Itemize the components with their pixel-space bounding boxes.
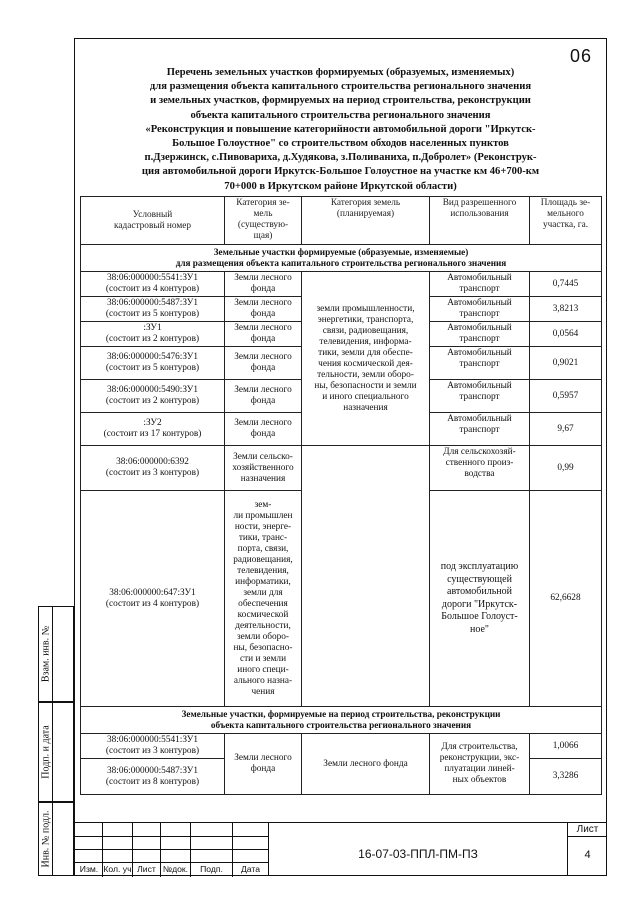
cell-use: Автомобильный транспорт xyxy=(430,272,530,297)
title-line: 70+000 в Иркутском районе Иркутской области) xyxy=(224,180,457,192)
stamp-caption: Изм. xyxy=(79,864,99,874)
header-area: Площадь зе- мельного участка, га. xyxy=(530,197,602,245)
cell-area: 1,0066 xyxy=(530,734,602,759)
section2-title: Земельные участки, формируемые на период строительства, реконструкции объекта капитального строительства регионального значения xyxy=(81,707,602,734)
title-line: п.Дзержинск, с.Пивовариха, д.Худякова, з.Поливаниха, п.Добролет» (Реконструк- xyxy=(144,152,537,164)
cell-category: зем- ли промышлен ности, энерге- тики, транс- порта, связи, радиовещания, телевидения, информатики, земли для обеспечения космической деятельности, земли оборо- ны, безопасно- сти и земли иного специ- ального назна- чения xyxy=(225,491,302,707)
cell-area: 3,8213 xyxy=(530,297,602,322)
cell-cadastral: 38:06:000000:5487:ЗУ1 (состоит из 5 контуров) xyxy=(81,297,225,322)
title-block-stamp xyxy=(74,822,607,876)
cell-area: 0,7445 xyxy=(530,272,602,297)
header-category-planned: Категория земель (планируемая) xyxy=(302,197,430,245)
title-line: ция автомобильной дороги Иркутск-Большое Голоустное на участке км 46+700-км xyxy=(141,166,540,178)
cell-category: Земли сельско- хозяйственного назначения xyxy=(225,446,302,491)
cell-category: Земли лесного фонда xyxy=(225,734,302,795)
title-line: «Реконструкция и повышение категорийности автомобильной дороги "Иркутск- xyxy=(145,123,536,135)
title-line: объекта капитального строительства регионального значения xyxy=(190,109,491,121)
cell-area: 62,6628 xyxy=(530,491,602,707)
stamp-caption: Дата xyxy=(240,864,261,874)
header-category-existing: Категория зе- мель (существую- щая) xyxy=(225,197,302,245)
cell-cadastral: :ЗУ2 (состоит из 17 контуров) xyxy=(81,413,225,446)
cell-planned-category: земли промышленности, энергетики, транспорта, связи, радиовещания, телевидения, информа- тики, земли для обеспе- чения космической дея- тельности, земли оборо- ны, безопасности и земли и иного специального назначения xyxy=(302,272,430,446)
cell-cadastral: 38:06:000000:647:ЗУ1 (состоит из 4 контуров) xyxy=(81,491,225,707)
side-label-vzam: Взам. инв. № xyxy=(40,625,51,683)
table-row xyxy=(81,272,602,297)
cell-use: Автомобильный транспорт xyxy=(430,347,530,380)
sheet-number: 4 xyxy=(584,849,591,861)
stamp-grid xyxy=(74,823,268,877)
stamp-caption: Подп. xyxy=(200,864,223,874)
cell-category: Земли лесного фонда xyxy=(225,297,302,322)
cell-area: 9,67 xyxy=(530,413,602,446)
page-code: 06 xyxy=(569,46,592,66)
cell-category: Земли лесного фонда xyxy=(225,413,302,446)
cell-cadastral: 38:06:000000:5476:ЗУ1 (состоит из 5 контуров) xyxy=(81,347,225,380)
cell-planned-empty xyxy=(302,446,430,707)
document-code: 16-07-03-ППЛ-ПМ-ПЗ xyxy=(268,823,567,876)
cell-cadastral: 38:06:000000:6392 (состоит из 3 контуров) xyxy=(81,446,225,491)
cell-area: 0,9021 xyxy=(530,347,602,380)
header-permitted-use: Вид разрешенного использования xyxy=(430,197,530,245)
cell-use: Автомобильный транспорт xyxy=(430,380,530,413)
cell-category: Земли лесного фонда xyxy=(225,347,302,380)
stamp-caption: Лист xyxy=(137,864,156,874)
side-strip-vzam xyxy=(38,606,74,702)
cell-area: 3,3286 xyxy=(530,759,602,795)
cell-cadastral: 38:06:000000:5541:ЗУ1 (состоит из 4 контуров) xyxy=(81,272,225,297)
section-row xyxy=(81,245,602,272)
cell-cadastral: 38:06:000000:5541:ЗУ1 (состоит из 3 контуров) xyxy=(81,734,225,759)
cell-use: Для сельскохозяй- ственного произ- водства xyxy=(430,446,530,491)
cell-cadastral: 38:06:000000:5487:ЗУ1 (состоит из 8 контуров) xyxy=(81,759,225,795)
header-row xyxy=(81,197,602,245)
stamp-caption: Кол. уч xyxy=(103,864,132,874)
cell-area: 0,0564 xyxy=(530,322,602,347)
table-row xyxy=(81,446,602,491)
cell-category: Земли лесного фонда xyxy=(225,272,302,297)
cell-use: Автомобильный транспорт xyxy=(430,413,530,446)
title-line: для размещения объекта капитального строительства регионального значения xyxy=(149,81,532,93)
side-label-inv: Инв. № подл. xyxy=(40,810,51,868)
document-title xyxy=(84,66,597,194)
section-row xyxy=(81,707,602,734)
title-line: Большое Голоустное" со строительством обходов населенных пунктов xyxy=(172,138,509,150)
header-cadastral: Условный кадастровый номер xyxy=(81,197,225,245)
side-label-podp: Подп. и дата xyxy=(40,725,51,779)
cell-use: Автомобильный транспорт xyxy=(430,322,530,347)
land-plots-table xyxy=(80,196,602,795)
cell-planned-category: Земли лесного фонда xyxy=(302,734,430,795)
cell-use: под эксплуатацию существующей автомобильной дороги "Иркутск- Большое Голоуст- ное" xyxy=(430,491,530,707)
cell-area: 0,99 xyxy=(530,446,602,491)
cell-category: Земли лесного фонда xyxy=(225,322,302,347)
sheet-label: Лист xyxy=(568,823,607,837)
cell-area: 0,5957 xyxy=(530,380,602,413)
side-strip-inv xyxy=(38,802,74,876)
side-strip-podp xyxy=(38,702,74,802)
stamp-caption: №док. xyxy=(162,864,189,874)
cell-cadastral: 38:06:000000:5490:ЗУ1 (состоит из 2 контуров) xyxy=(81,380,225,413)
title-line: и земельных участков, формируемых на период строительства, реконструкции xyxy=(150,95,531,107)
cell-use: Для строительства, реконструкции, экс- плуатации линей- ных объектов xyxy=(430,734,530,795)
title-line: Перечень земельных участков формируемых (образуемых, изменяемых) xyxy=(166,67,515,78)
section1-title: Земельные участки формируемые (образуемые, изменяемые) для размещения объекта капитального строительства регионального значения xyxy=(81,245,602,272)
sheet-box xyxy=(567,823,607,876)
cell-category: Земли лесного фонда xyxy=(225,380,302,413)
cell-cadastral: :ЗУ1 (состоит из 2 контуров) xyxy=(81,322,225,347)
cell-use: Автомобильный транспорт xyxy=(430,297,530,322)
table-row xyxy=(81,734,602,759)
